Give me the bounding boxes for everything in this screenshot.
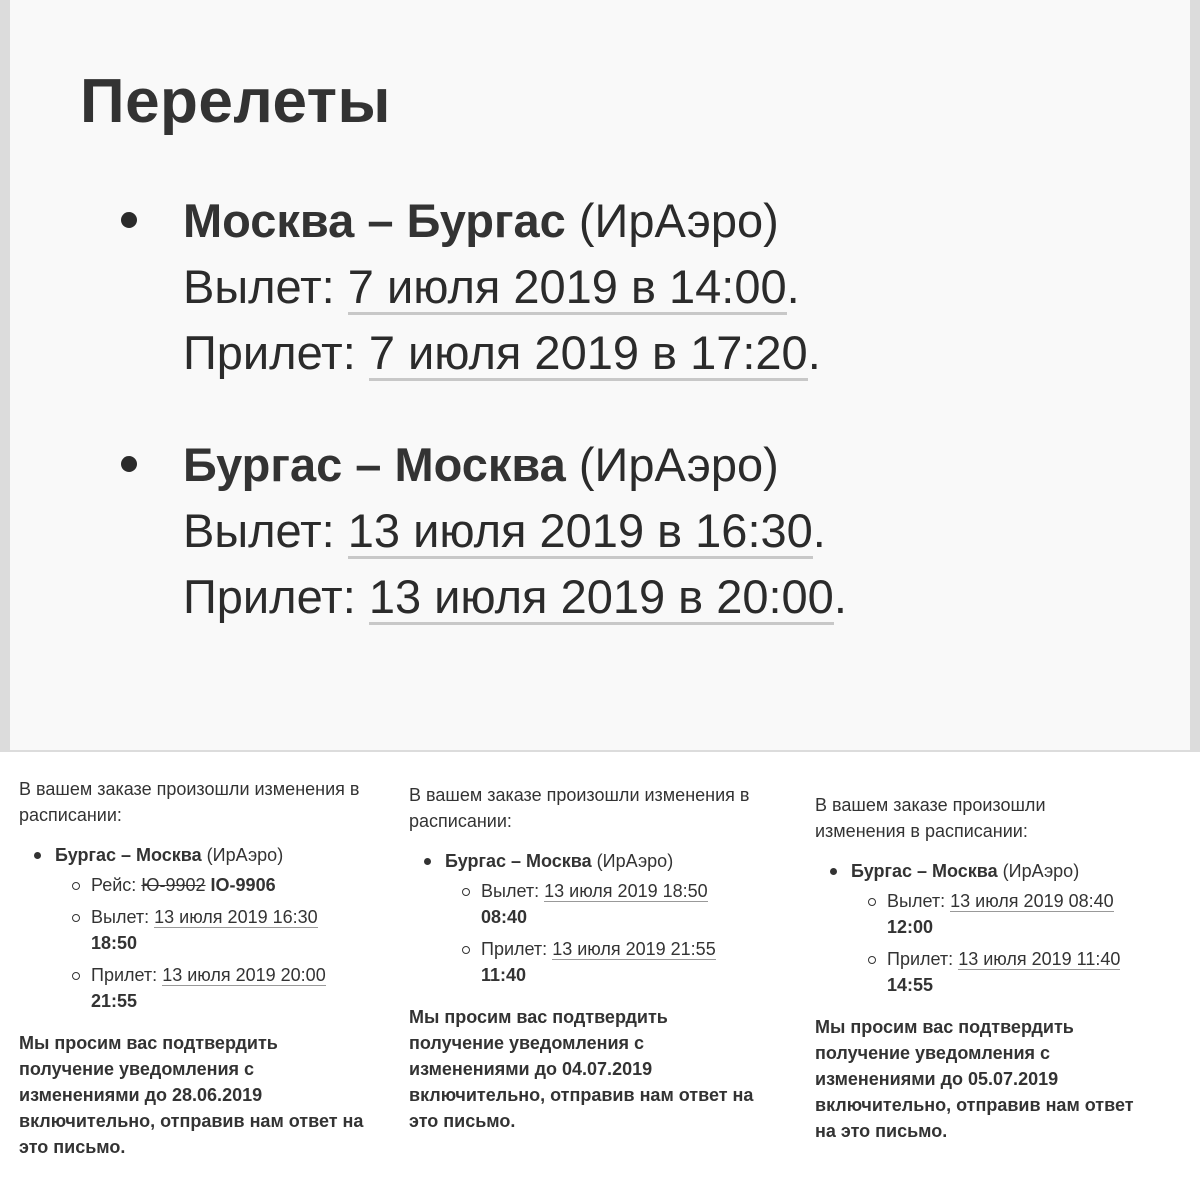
circle-bullet-icon — [868, 898, 876, 906]
circle-bullet-icon — [72, 882, 80, 890]
route-name: Бургас – Москва — [851, 861, 998, 881]
route-airline: (ИрАэро) — [596, 851, 674, 871]
old-arrival-link[interactable]: 13 июля 2019 11:40 — [958, 949, 1121, 969]
arrival-label: Прилет: — [183, 326, 356, 379]
old-departure-link[interactable]: 13 июля 2019 18:50 — [544, 881, 708, 901]
new-departure-time: 08:40 — [481, 907, 528, 927]
new-arrival-time: 11:40 — [481, 965, 527, 985]
arrival-change — [409, 936, 779, 988]
route-airline: (ИрАэро) — [206, 845, 284, 865]
bullet-icon — [830, 868, 837, 875]
circle-bullet-icon — [868, 956, 876, 964]
circle-bullet-icon — [72, 914, 80, 922]
departure-label: Вылет: — [183, 504, 335, 557]
departure-change — [409, 878, 779, 930]
change-list — [409, 878, 779, 988]
bullet-icon — [34, 852, 41, 859]
route-name: Бургас – Москва — [445, 851, 592, 871]
circle-bullet-icon — [462, 946, 470, 954]
circle-bullet-icon — [72, 972, 80, 980]
arrival-change — [815, 946, 1185, 998]
new-flight-number: IO-9906 — [210, 875, 276, 895]
arrival-label: Прилет: — [183, 570, 356, 623]
route-name: Бургас – Москва — [55, 845, 202, 865]
new-arrival-time: 14:55 — [887, 975, 934, 995]
confirmation-request: Мы просим вас подтвердить получение уведомления с изменениями до 28.06.2019 включительно, отправив нам ответ на это письмо. — [19, 1033, 364, 1157]
flight-airline: (ИрАэро) — [578, 438, 779, 491]
arrival-label: Прилет: — [481, 939, 548, 959]
departure-label: Вылет: — [183, 260, 335, 313]
flight-number-change — [19, 872, 389, 898]
departure-change — [815, 888, 1185, 940]
new-departure-time: 18:50 — [91, 933, 138, 953]
period: . — [812, 504, 826, 557]
bullet-icon — [424, 858, 431, 865]
confirmation-request: Мы просим вас подтвердить получение уведомления с изменениями до 04.07.2019 включительно, отправив нам ответ на это письмо. — [409, 1007, 754, 1131]
confirmation-request: Мы просим вас подтвердить получение уведомления с изменениями до 05.07.2019 включительно, отправив нам ответ на это письмо. — [815, 1017, 1134, 1141]
bullet-icon — [121, 212, 137, 228]
flight-label: Рейс: — [91, 875, 137, 895]
departure-label: Вылет: — [887, 891, 946, 911]
flight-airline: (ИрАэро) — [578, 194, 779, 247]
change-list — [815, 888, 1185, 998]
arrival-date-link[interactable]: 7 июля 2019 в 17:20 — [368, 326, 808, 379]
schedule-change-notice — [409, 782, 779, 1134]
notice-intro: В вашем заказе произошли изменения в расписании: — [815, 795, 1046, 841]
departure-label: Вылет: — [481, 881, 540, 901]
departure-change — [19, 904, 389, 956]
arrival-label: Прилет: — [887, 949, 954, 969]
notice-intro: В вашем заказе произошли изменения в расписании: — [19, 779, 360, 825]
period: . — [833, 570, 847, 623]
old-flight-number: Ю-9902 — [141, 875, 206, 895]
change-list — [19, 872, 389, 1014]
panel-divider — [0, 750, 1200, 752]
departure-label: Вылет: — [91, 907, 150, 927]
flight-item — [183, 432, 847, 630]
new-arrival-time: 21:55 — [91, 991, 138, 1011]
old-arrival-link[interactable]: 13 июля 2019 20:00 — [162, 965, 326, 985]
notice-intro: В вашем заказе произошли изменения в расписании: — [409, 785, 750, 831]
arrival-change — [19, 962, 389, 1014]
route-item — [815, 858, 1185, 884]
arrival-label: Прилет: — [91, 965, 158, 985]
departure-date-link[interactable]: 13 июля 2019 в 16:30 — [347, 504, 813, 557]
departure-date-link[interactable]: 7 июля 2019 в 14:00 — [347, 260, 787, 313]
page-title: Перелеты — [80, 67, 391, 136]
period: . — [807, 326, 821, 379]
route-airline: (ИрАэро) — [1002, 861, 1080, 881]
route-item — [19, 842, 389, 868]
schedule-change-notice — [19, 776, 389, 1160]
circle-bullet-icon — [462, 888, 470, 896]
old-departure-link[interactable]: 13 июля 2019 16:30 — [154, 907, 318, 927]
bullet-icon — [121, 456, 137, 472]
old-arrival-link[interactable]: 13 июля 2019 21:55 — [552, 939, 716, 959]
schedule-change-notice — [815, 792, 1185, 1144]
arrival-date-link[interactable]: 13 июля 2019 в 20:00 — [368, 570, 834, 623]
old-departure-link[interactable]: 13 июля 2019 08:40 — [950, 891, 1114, 911]
route-item — [409, 848, 779, 874]
flight-item — [183, 188, 821, 386]
flight-route: Москва – Бургас — [183, 194, 566, 247]
period: . — [786, 260, 800, 313]
flight-route: Бургас – Москва — [183, 438, 566, 491]
new-departure-time: 12:00 — [887, 917, 934, 937]
